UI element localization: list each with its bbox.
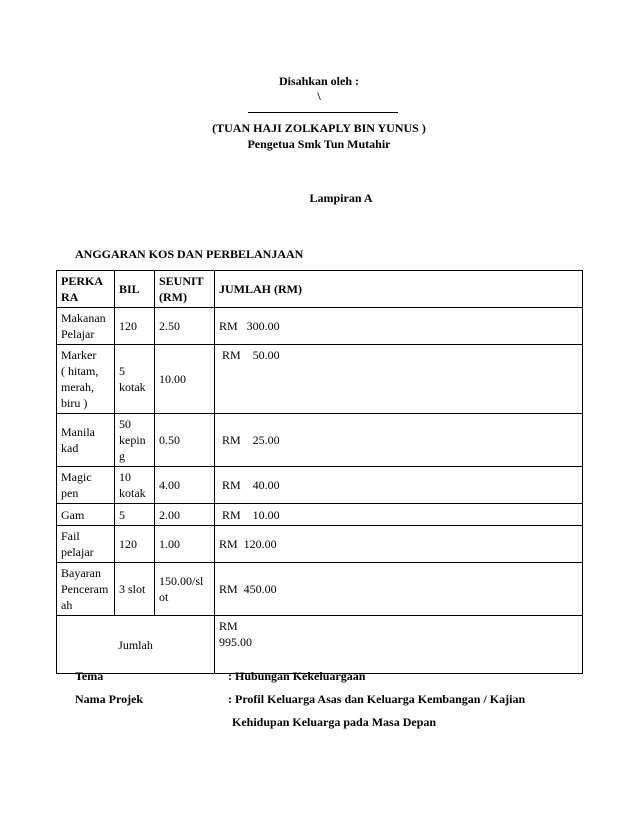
cell-unit <box>155 414 215 467</box>
project-label: Nama Projek <box>75 692 144 706</box>
cell-total: RM 25.00 <box>215 414 583 467</box>
cell-qty-line: 50 <box>119 417 131 431</box>
cell-unit <box>155 345 215 414</box>
cell-item-line: Fail <box>61 529 80 543</box>
cell-unit <box>155 526 215 563</box>
cell-item <box>57 345 115 414</box>
header-item-line: PERKA <box>61 274 103 288</box>
cell-unit <box>155 467 215 504</box>
cell-qty-line: 5 <box>119 507 125 522</box>
total-value-line: RM <box>219 619 238 633</box>
cell-total: RM 50.00 <box>215 345 583 414</box>
cell-item-line: Magic <box>61 470 92 484</box>
cell-unit-line: 150.00/sl <box>159 574 204 588</box>
table-row <box>57 345 583 414</box>
cell-qty-line: g <box>119 449 125 463</box>
cell-item <box>57 526 115 563</box>
appendix-label: Lampiran A <box>309 191 373 205</box>
table-row <box>57 526 583 563</box>
cell-qty <box>115 414 155 467</box>
cell-unit-line: 2.00 <box>159 507 180 522</box>
table-row <box>57 467 583 504</box>
header-unit <box>155 271 215 308</box>
section-title: ANGGARAN KOS DAN PERBELANJAAN <box>75 247 304 261</box>
cell-item-line: Penceram <box>61 582 109 596</box>
cell-item-line: Makanan <box>61 311 106 325</box>
table-row <box>57 563 583 616</box>
cell-item-line: biru ) <box>61 396 88 410</box>
cell-item-line: pelajar <box>61 545 94 559</box>
table-row <box>57 414 583 467</box>
header-item-line: RA <box>61 290 79 304</box>
cell-qty <box>115 345 155 414</box>
signature-line <box>248 112 398 113</box>
header-total: JUMLAH (RM) <box>215 271 583 308</box>
cell-qty-line: kepin <box>119 433 146 447</box>
cell-unit-line: 0.50 <box>159 433 180 447</box>
table-total-row <box>57 616 583 674</box>
cell-item <box>57 467 115 504</box>
cell-item-line: Marker <box>61 348 97 362</box>
cell-qty-line: 5 <box>119 364 125 378</box>
cell-unit-line: 2.50 <box>159 319 180 333</box>
cell-qty <box>115 504 155 526</box>
cell-item-line: Pelajar <box>61 327 95 341</box>
cell-qty-line: 3 slot <box>119 582 146 596</box>
cell-unit <box>155 504 215 526</box>
total-value-line: 995.00 <box>219 635 252 649</box>
table-row <box>57 308 583 345</box>
approved-by-label: Disahkan oleh : <box>278 74 360 88</box>
header-item <box>57 271 115 308</box>
cell-total: RM 300.00 <box>215 308 583 345</box>
cell-item-line: kad <box>61 441 79 455</box>
cell-qty-line: kotak <box>119 486 146 500</box>
cell-qty <box>115 467 155 504</box>
table-header-row <box>57 271 583 308</box>
cell-item <box>57 414 115 467</box>
cell-item-line: Gam <box>61 507 85 522</box>
theme-label: Tema <box>75 669 104 683</box>
signatory-title: Pengetua Smk Tun Mutahir <box>247 137 391 151</box>
table-body <box>57 308 583 616</box>
cell-item-line: Bayaran <box>61 566 101 580</box>
header-unit-line: SEUNIT <box>159 274 204 288</box>
budget-table <box>56 270 583 674</box>
cell-unit-line: ot <box>159 590 169 604</box>
cell-qty <box>115 563 155 616</box>
cell-qty-line: 10 <box>119 470 131 484</box>
cell-item-line: Manila <box>61 425 95 439</box>
cell-unit-line: 1.00 <box>159 537 180 551</box>
cell-item <box>57 308 115 345</box>
cell-item-line: ah <box>61 598 73 612</box>
signatory-name: (TUAN HAJI ZOLKAPLY BIN YUNUS ) <box>212 121 426 135</box>
cell-item <box>57 504 115 526</box>
cell-total: RM 120.00 <box>215 526 583 563</box>
cell-item-line: pen <box>61 486 79 500</box>
cell-total: RM 450.00 <box>215 563 583 616</box>
cell-unit <box>155 563 215 616</box>
cell-qty <box>115 526 155 563</box>
project-value-cont: Kehidupan Keluarga pada Masa Depan <box>232 715 437 729</box>
project-value: : Profil Keluarga Asas dan Keluarga Kembangan / Kajian <box>228 692 526 706</box>
cell-qty-line: kotak <box>119 380 146 394</box>
cell-unit-line: 10.00 <box>159 372 186 386</box>
header-qty: BIL <box>115 271 155 308</box>
cell-item-line: ( hitam, <box>61 364 99 378</box>
total-value <box>215 616 583 674</box>
cell-total: RM 40.00 <box>215 467 583 504</box>
cell-total: RM 10.00 <box>215 504 583 526</box>
cell-item <box>57 563 115 616</box>
header-unit-line: (RM) <box>159 290 187 304</box>
cell-unit-line: 4.00 <box>159 478 180 492</box>
cell-qty-line: 120 <box>119 537 137 551</box>
cell-unit <box>155 308 215 345</box>
cell-item-line: merah, <box>61 380 94 394</box>
total-label: Jumlah <box>57 616 215 674</box>
theme-value: : Hubungan Kekeluargaan <box>228 669 366 683</box>
cell-qty-line: 120 <box>119 319 137 333</box>
signature-mark: \ <box>317 89 321 103</box>
table-row <box>57 504 583 526</box>
cell-qty <box>115 308 155 345</box>
